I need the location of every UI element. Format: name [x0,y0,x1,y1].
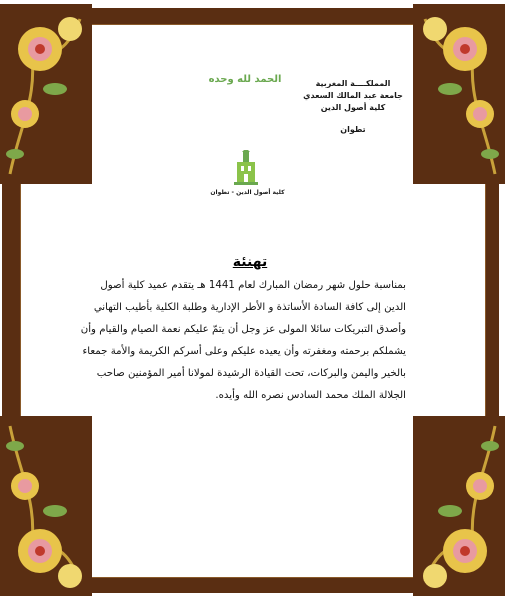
header-line-kingdom: المملكــــة المغربية [315,79,391,88]
header-line-university: جامعة عبد المالك السعدي [303,91,403,100]
message-line: بالخير واليمن والبركات، تحت القيادة الرشيدة لمولانا أمير المؤمنين صاحب [96,368,406,379]
congratulation-message [80,275,406,407]
message-line: وأصدق التبريكات سائلا المولى عز وجل أن يتمّ عليكم نعمة الصيام والقيام وأن [80,324,406,335]
header-line-city: تطوان [340,125,366,134]
message-line: الجلالة الملك محمد السادس نصره الله وأيده. [215,390,406,401]
floral-ornament-top-right [413,4,505,184]
logo-caption: كلية أصول الدين - تطوان [210,189,285,196]
floral-ornament-top-left [0,4,92,184]
message-line: يشملكم برحمته ومغفرته وأن يعيده عليكم وعلى أسركم الكريمة والأمة جمعاء [82,346,406,357]
basmala: الحمد لله وحده [208,74,282,85]
institution-header [293,78,413,136]
header-line-faculty: كلية أصول الدين [320,103,386,112]
message-line: بمناسبة حلول شهر رمضان المبارك لعام 1441 هـ يتقدم عميد كلية أصول [100,280,406,291]
floral-ornament-bottom-right [413,416,505,596]
faculty-logo [232,150,260,186]
message-line: الدين إلى كافة السادة الأساتذة و الأطر الإدارية وطلبة الكلية بأطيب التهاني [93,302,406,313]
document-title: تهنئة [232,254,268,270]
floral-ornament-bottom-left [0,416,92,596]
